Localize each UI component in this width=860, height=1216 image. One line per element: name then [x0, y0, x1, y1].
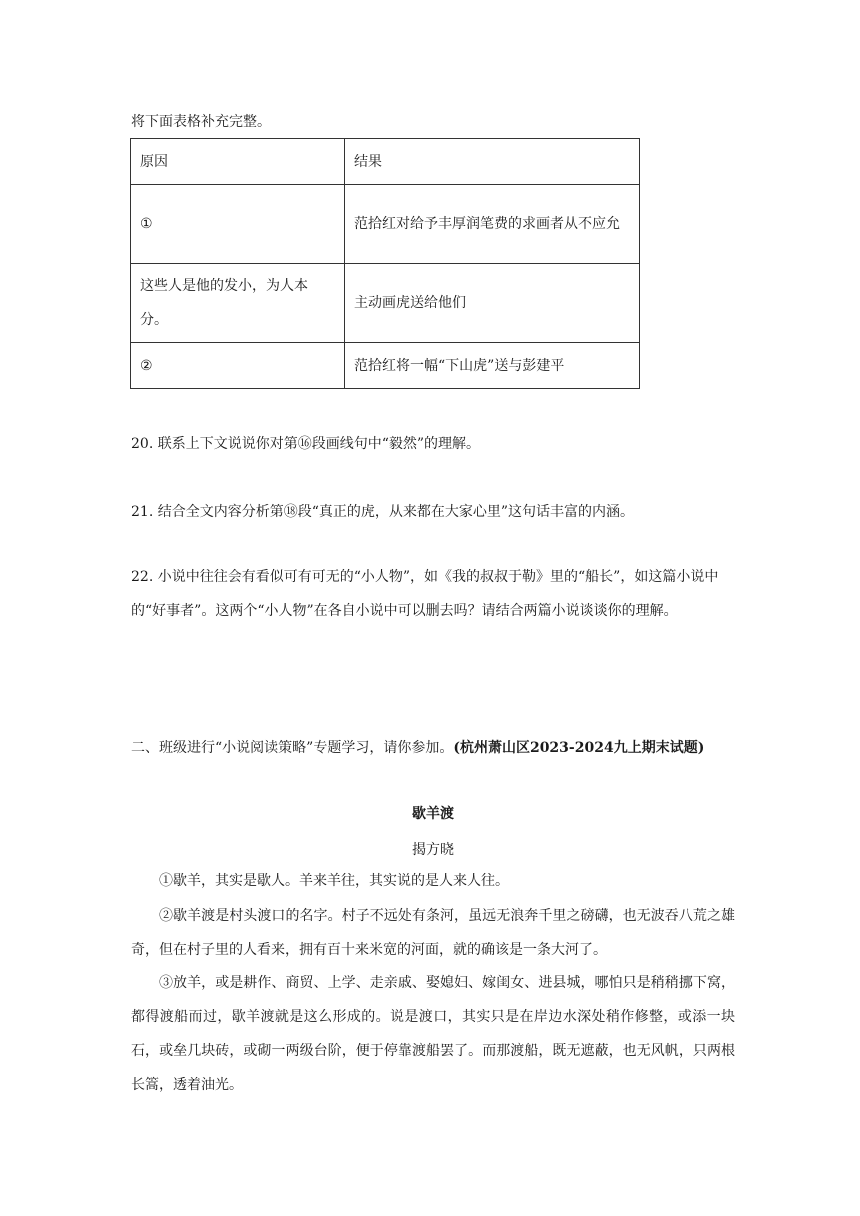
section-heading-block [131, 731, 735, 765]
result-cell: 主动画虎送给他们 [345, 264, 640, 343]
story-paragraph-3: ③放羊，或是耕作、商贸、上学、走亲戚、娶媳妇、嫁闺女、进县城，哪怕只是稍稍挪下窝，都得渡船而过，歇羊渡就是这么形成的。说是渡口，其实只是在岸边水深处稍作修整，或添一块石，或垒几块砖，或砌一两级台阶，便于停靠渡船罢了。而那渡船，既无遮蔽，也无风帆，只两根长篙，透着油光。 [131, 975, 735, 1093]
result-cell: 范拾红将一幅“下山虎”送与彭建平 [345, 343, 640, 389]
question-21: 21. 结合全文内容分析第⑱段“真正的虎，从来都在大家心里”这句话丰富的内涵。 [131, 504, 635, 520]
story-title: 歇羊渡 [412, 806, 454, 822]
cause-cell: ② [131, 343, 345, 389]
question-20: 20. 联系上下文说说你对第⑯段画线句中“毅然”的理解。 [131, 436, 481, 452]
table-row [131, 343, 640, 389]
question-22: 22. 小说中往往会有看似可有可无的“小人物”，如《我的叔叔于勒》里的“船长”，如这篇小说中的“好事者”。这两个“小人物”在各自小说中可以删去吗？请结合两篇小说谈谈你的理解。 [131, 569, 719, 619]
story-author: 揭方晓 [412, 842, 454, 858]
table-row [131, 264, 640, 343]
section-source: (杭州萧山区2023-2024九上期末试题) [453, 740, 705, 756]
story-paragraph-1: ①歇羊，其实是歇人。羊来羊往，其实说的是人来人往。 [159, 873, 509, 889]
result-cell: 范拾红对给予丰厚润笔费的求画者从不应允 [345, 185, 640, 264]
cause-cell: ① [131, 185, 345, 264]
table-row [131, 185, 640, 264]
header-cause: 原因 [131, 139, 345, 185]
cause-cell: 这些人是他的发小，为人本分。 [131, 264, 345, 343]
header-result: 结果 [345, 139, 640, 185]
table-header-row [131, 139, 640, 185]
table-instruction: 将下面表格补充完整。 [131, 114, 271, 130]
story-paragraph-2: ②歇羊渡是村头渡口的名字。村子不远处有条河，虽远无浪奔千里之磅礴，也无波吞八荒之雄奇，但在村子里的人看来，拥有百十来米宽的河面，就的确该是一条大河了。 [131, 908, 735, 958]
section-heading: 二、班级进行“小说阅读策略”专题学习，请你参加。 [131, 740, 454, 756]
cause-effect-table [130, 138, 640, 389]
